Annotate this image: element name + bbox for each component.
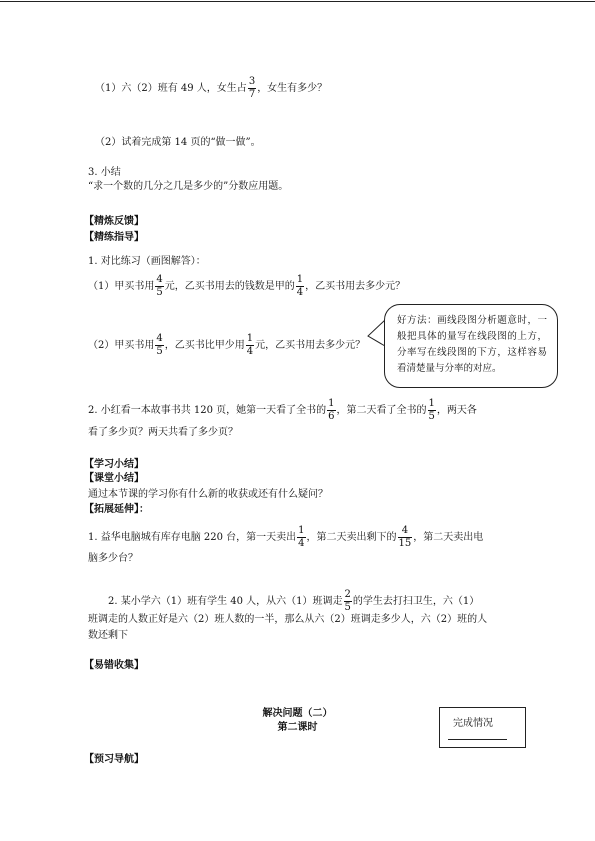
extension-problem-2: 2. 某小学六（1）班有学生 40 人，从六（1）班调走 $\frac{2}{5}$ 的学生去打扫卫生，六（1）	[108, 589, 480, 613]
extension-problem-2-line2: 班调走的人数正好是六（2）班人数的一半，那么从六（2）班调走多少人，六（2）班的人	[88, 614, 488, 625]
practice-item-1-title: 1. 对比练习（画图解答）：	[88, 256, 206, 267]
preview-question-2: （2）试着完成第 14 页的“做一做”。	[95, 137, 261, 148]
practice-question-b: （2）甲买书用 $\frac{4}{5}$ ，乙买书比甲少用 $\frac{1}{4}$ 元，乙买书用去多少元？	[88, 333, 366, 357]
preview-question-1	[95, 76, 327, 101]
lesson-subtitle: 第二课时	[277, 722, 318, 733]
completion-status-label: 完成情况	[453, 718, 493, 729]
fraction: $\frac{4}{5}$	[156, 333, 163, 357]
practice-item-2-line2: 看了多少页？两天共看了多少页？	[88, 427, 238, 438]
completion-status-box[interactable]	[439, 707, 526, 748]
practice-question-a: （1）甲买书用 $\frac{4}{5}$ 元，乙买书用去的钱数是甲的 $\frac{1}{4}$ ，乙买书用去多少元？	[88, 274, 406, 298]
fraction: $\frac{1}{4}$	[298, 525, 305, 549]
summary-text: “求一个数的几分之几是多少的”分数应用题。	[88, 181, 289, 192]
preview-nav-heading: 【预习导航】	[84, 754, 144, 765]
fraction: $\frac{1}{4}$	[246, 333, 254, 357]
lesson-title: 解决问题（二）	[262, 708, 333, 719]
extension-problem-1: 1. 益华电脑城有库存电脑 220 台，第一天卖出 $\frac{1}{4}$ ，第二天卖出剩下的 $\frac{4}{15}$ ，第二天卖出电	[88, 525, 484, 549]
q1-text-end: ，女生有多少？	[257, 83, 328, 94]
summary-heading: 3. 小结	[88, 167, 121, 178]
study-subheading: 【课堂小结】	[84, 473, 144, 484]
fraction: $\frac{3}{7}$	[248, 76, 256, 100]
study-text: 通过本节课的学习你有什么新的收获或还有什么疑问？	[88, 489, 328, 500]
fraction: $\frac{1}{6}$	[328, 398, 335, 422]
q1-text: （1）六（2）班有 49 人，女生占	[95, 83, 247, 94]
extension-heading: 【拓展延伸】：	[84, 504, 149, 515]
fraction: $\frac{1}{4}$	[296, 274, 304, 298]
practice-item-2: 2. 小红看一本故事书共 120 页，她第一天看了全书的 $\frac{1}{6}$ ，第二天看了全书的 $\frac{1}{5}$ ，两天各	[88, 398, 477, 422]
practice-subheading: 【精练指导】	[84, 232, 144, 243]
fraction: $\frac{1}{5}$	[428, 398, 435, 422]
practice-heading: 【精炼反馈】	[84, 216, 144, 227]
fraction: $\frac{4}{5}$	[156, 274, 163, 298]
extension-problem-2-line3: 数还剩下	[88, 630, 128, 641]
errors-heading: 【易错收集】	[84, 660, 144, 671]
fraction: $\frac{2}{5}$	[344, 589, 351, 613]
tip-callout: 好方法：画线段图分析题意时，一般把具体的量写在线段图的上方，分率写在线段图的下方，这样容易看清楚量与分率的对应。	[384, 304, 558, 388]
study-heading: 【学习小结】	[84, 459, 144, 470]
completion-status-line	[448, 739, 507, 740]
fraction: $\frac{4}{15}$	[398, 525, 412, 549]
header-rule	[0, 1, 595, 2]
extension-problem-1-line2: 脑多少台？	[88, 553, 138, 564]
